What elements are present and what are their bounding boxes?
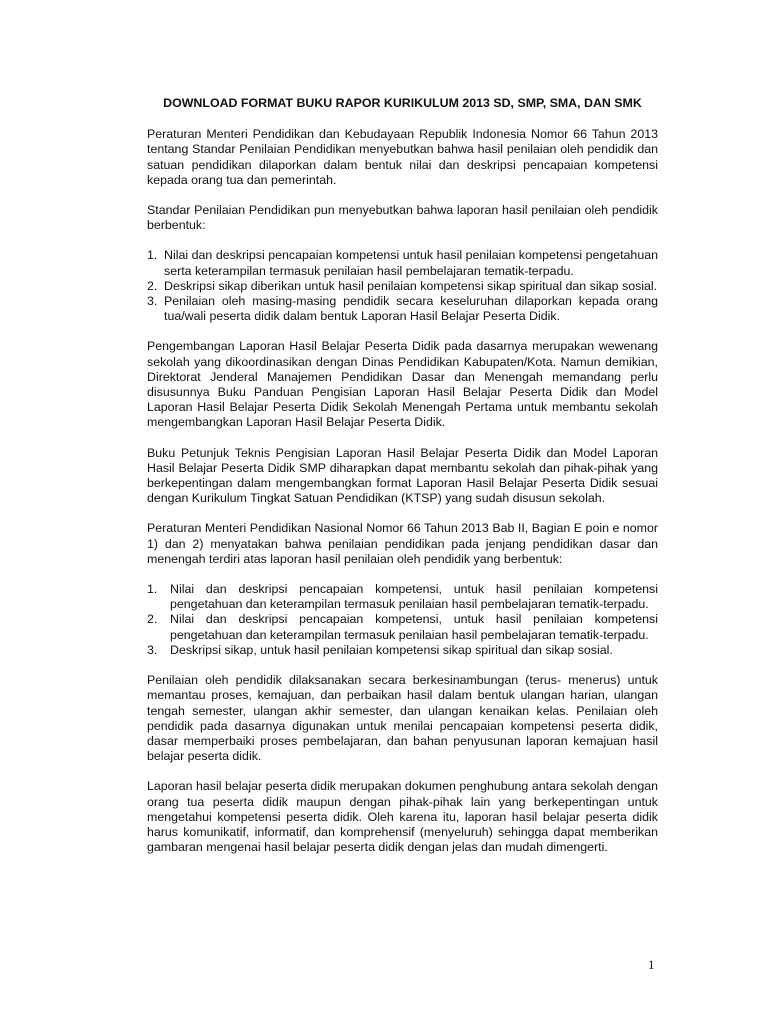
list-item <box>147 643 658 658</box>
page-number: 1 <box>648 957 655 972</box>
numbered-list-1 <box>147 248 658 324</box>
list-item-text: Deskripsi sikap diberikan untuk hasil penilaian kompetensi sikap spiritual dan sikap sosial. <box>164 278 658 293</box>
list-item-text: Nilai dan deskripsi pencapaian kompetensi, untuk hasil penilaian kompetensi pengetahuan dan keterampilan termasuk penilaian hasil pembelajaran tematik-terpadu. <box>170 582 658 612</box>
list-item-text: Deskripsi sikap, untuk hasil penilaian kompetensi sikap spiritual dan sikap sosial. <box>170 642 613 657</box>
paragraph-7: Laporan hasil belajar peserta didik merupakan dokumen penghubung antara sekolah dengan orang tua peserta didik maupun dengan pihak-pihak lain yang berkepentingan untuk mengetahui kompetensi peserta didik. Oleh karena itu, laporan hasil belajar peserta didik harus komunikatif, informatif, dan komprehensif (menyeluruh) sehingga dapat memberikan gambaran mengenai hasil belajar peserta didik dengan jelas dan mudah dimengerti. <box>147 779 658 855</box>
list-number: 1. <box>147 582 158 597</box>
list-item <box>147 612 658 642</box>
paragraph-3: Pengembangan Laporan Hasil Belajar Peserta Didik pada dasarnya merupakan wewenang sekolah yang dikoordinasikan dengan Dinas Pendidikan Kabupaten/Kota. Namun demikian, Direktorat Jenderal Manajemen Pendidikan Dasar dan Menengah memandang perlu disusunnya Buku Panduan Pengisian Laporan Hasil Belajar Peserta Didik dan Model Laporan Hasil Belajar Peserta Didik Sekolah Menengah Pertama untuk membantu sekolah mengembangkan Laporan Hasil Belajar Peserta Didik. <box>147 339 658 430</box>
list-number: 2. <box>147 612 158 627</box>
list-item <box>147 582 658 612</box>
list-item-text: Nilai dan deskripsi pencapaian kompetensi, untuk hasil penilaian kompetensi pengetahuan dan keterampilan termasuk penilaian hasil pembelajaran tematik-terpadu. <box>170 612 658 642</box>
list-item <box>147 248 658 278</box>
paragraph-6: Penilaian oleh pendidik dilaksanakan secara berkesinambungan (terus- menerus) untuk memantau proses, kemajuan, dan perbaikan hasil dalam bentuk ulangan harian, ulangan tengah semester, ulangan akhir semester, dan ulangan kenaikan kelas. Penilaian oleh pendidik pada dasarnya digunakan untuk menilai pencapaian kompetensi peserta didik, dasar memperbaiki proses pembelajaran, dan bahan penyusunan laporan kemajuan hasil belajar peserta didik. <box>147 673 658 764</box>
list-item-text: Penilaian oleh masing-masing pendidik secara keseluruhan dilaporkan kepada orang tua/wali peserta didik dalam bentuk Laporan Hasil Belajar Peserta Didik. <box>164 294 658 324</box>
numbered-list-2 <box>147 582 658 658</box>
list-item <box>147 279 658 294</box>
paragraph-1: Peraturan Menteri Pendidikan dan Kebudayaan Republik Indonesia Nomor 66 Tahun 2013 tentang Standar Penilaian Pendidikan menyebutkan bahwa hasil penilaian oleh pendidik dan satuan pendidikan dilaporkan dalam bentuk nilai dan deskripsi pencapaian kompetensi kepada orang tua dan pemerintah. <box>147 127 658 187</box>
list-number: 2. <box>147 278 158 293</box>
document-title: DOWNLOAD FORMAT BUKU RAPOR KURIKULUM 2013 SD, SMP, SMA, DAN SMK <box>163 96 642 110</box>
list-item <box>147 294 658 324</box>
list-item-text: Nilai dan deskripsi pencapaian kompetensi untuk hasil penilaian kompetensi pengetahuan serta keterampilan termasuk penilaian hasil pembelajaran tematik-terpadu. <box>164 248 658 278</box>
paragraph-4: Buku Petunjuk Teknis Pengisian Laporan Hasil Belajar Peserta Didik dan Model Laporan Hasil Belajar Peserta Didik SMP diharapkan dapat membantu sekolah dan pihak-pihak yang berkepentingan dalam mengembangkan format Laporan Hasil Belajar Peserta Didik sesuai dengan Kurikulum Tingkat Satuan Pendidikan (KTSP) yang sudah disusun sekolah. <box>147 445 658 506</box>
list-number: 3. <box>147 642 158 657</box>
paragraph-5: Peraturan Menteri Pendidikan Nasional Nomor 66 Tahun 2013 Bab II, Bagian E poin e nomor 1) dan 2) menyatakan bahwa penilaian pendidikan pada jenjang pendidikan dasar dan menengah terdiri atas laporan hasil penilaian oleh pendidik yang berbentuk: <box>147 521 658 566</box>
document-page <box>147 96 658 870</box>
list-number: 1. <box>147 248 158 263</box>
list-number: 3. <box>147 294 158 309</box>
paragraph-2: Standar Penilaian Pendidikan pun menyebutkan bahwa laporan hasil penilaian oleh pendidik berbentuk: <box>147 203 658 233</box>
